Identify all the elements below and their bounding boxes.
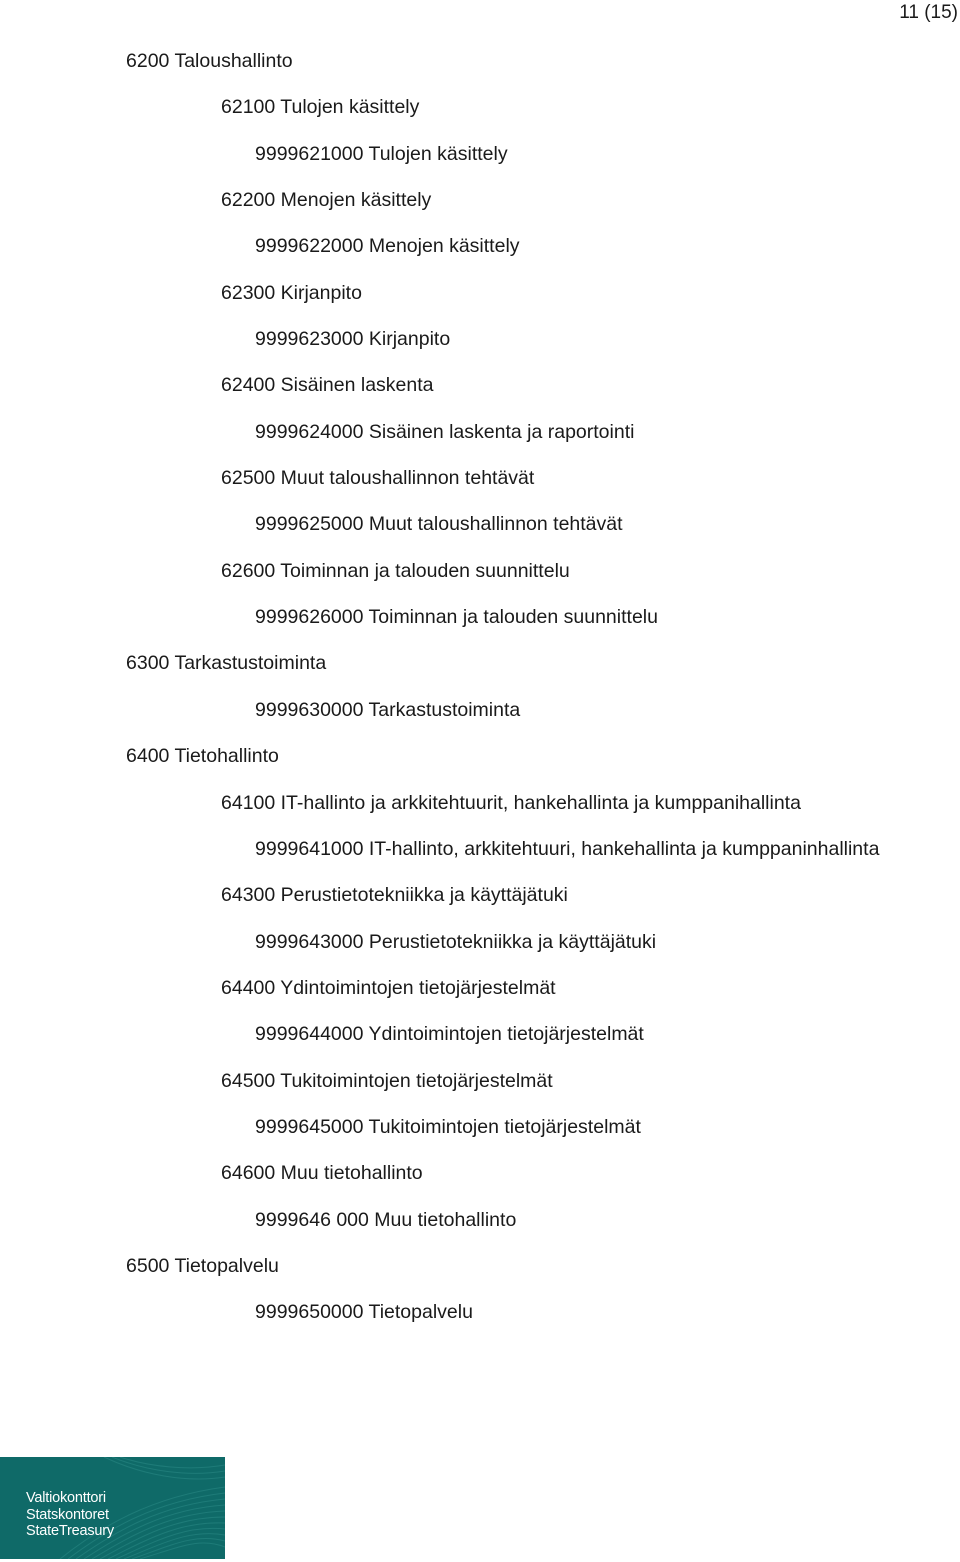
list-item: 9999650000 Tietopalvelu [255, 1301, 473, 1324]
list-item: 9999621000 Tulojen käsittely [255, 142, 508, 165]
list-item: 64300 Perustietotekniikka ja käyttäjätuki [221, 884, 568, 907]
list-item: 64400 Ydintoimintojen tietojärjestelmät [221, 976, 556, 999]
list-item: 62200 Menojen käsittely [221, 189, 432, 212]
list-item: 62600 Toiminnan ja talouden suunnittelu [221, 559, 570, 582]
list-item: 6500 Tietopalvelu [126, 1254, 279, 1277]
logo-wordmark [26, 1490, 114, 1540]
list-item: 62100 Tulojen käsittely [221, 96, 420, 119]
list-item: 62500 Muut taloushallinnon tehtävät [221, 467, 535, 490]
list-item: 64100 IT-hallinto ja arkkitehtuurit, hankehallinta ja kumppanihallinta [221, 791, 801, 814]
list-item: 9999643000 Perustietotekniikka ja käyttäjätuki [255, 930, 657, 953]
list-item: 9999623000 Kirjanpito [255, 328, 451, 351]
list-item: 9999645000 Tukitoimintojen tietojärjestelmät [255, 1115, 641, 1138]
list-item: 9999626000 Toiminnan ja talouden suunnittelu [255, 606, 658, 629]
list-item: 9999625000 Muut taloushallinnon tehtävät [255, 513, 623, 536]
list-item: 6300 Tarkastustoiminta [126, 652, 327, 675]
list-item: 9999624000 Sisäinen laskenta ja raportointi [255, 420, 635, 443]
list-item: 6400 Tietohallinto [126, 745, 279, 768]
list-item: 9999622000 Menojen käsittely [255, 235, 520, 258]
list-item: 9999646 000 Muu tietohallinto [255, 1208, 517, 1231]
list-item: 64500 Tukitoimintojen tietojärjestelmät [221, 1069, 553, 1092]
page-number: 11 (15) [899, 2, 958, 23]
logo-line-fi: Valtiokonttori [26, 1490, 106, 1506]
list-item: 62400 Sisäinen laskenta [221, 374, 434, 397]
list-item: 9999630000 Tarkastustoiminta [255, 698, 521, 721]
list-item: 9999644000 Ydintoimintojen tietojärjestelmät [255, 1023, 644, 1046]
state-treasury-logo [0, 1457, 225, 1559]
logo-line-en: StateTreasury [26, 1523, 114, 1539]
list-item: 64600 Muu tietohallinto [221, 1162, 423, 1185]
list-item: 6200 Taloushallinto [126, 50, 293, 72]
list-item: 9999641000 IT-hallinto, arkkitehtuuri, hankehallinta ja kumppaninhallinta [255, 837, 880, 860]
classification-list [0, 48, 960, 1346]
list-item: 62300 Kirjanpito [221, 281, 362, 304]
logo-line-sv: Statskontoret [26, 1506, 109, 1523]
